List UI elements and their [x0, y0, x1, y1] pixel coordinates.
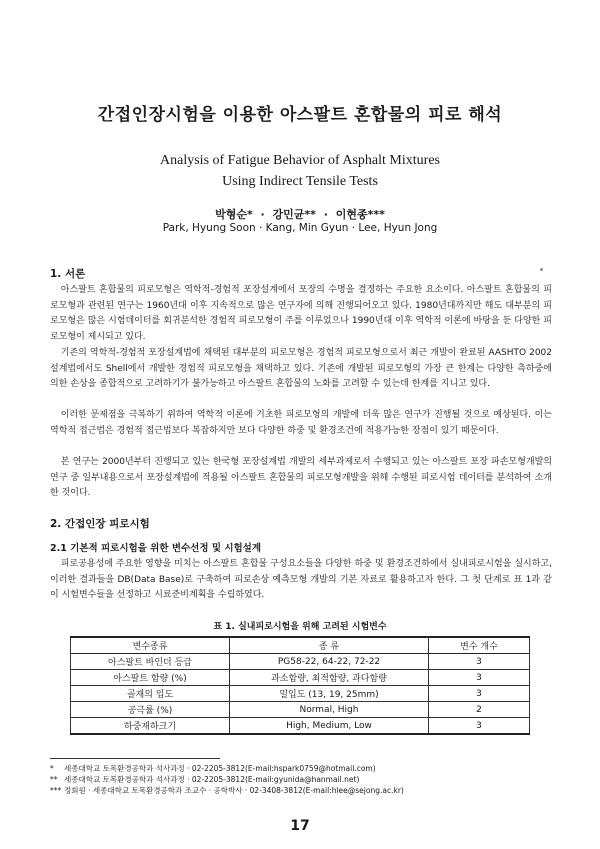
scan-speck: [540, 268, 543, 271]
authors-korean: 박형순* · 강민균** · 이현종***: [215, 208, 385, 221]
footnote-mark: **: [50, 775, 58, 784]
table-row: [71, 670, 530, 686]
table-cell: 3: [429, 670, 530, 686]
table-row: [71, 686, 530, 702]
table-cell: High, Medium, Low: [230, 718, 429, 735]
footnote-mark: ***: [50, 786, 62, 795]
table-cell: 아스팔트 함량 (%): [71, 670, 230, 686]
section2-heading: 2. 간접인장 피로시험: [50, 518, 150, 530]
footnote-text: 세종대학교 토목환경공학과 석사과정 · 02-2205-3812(E-mail:gyunida@hanmail.net): [64, 775, 360, 784]
table-cell: 공극률 (%): [71, 702, 230, 718]
table1: [70, 636, 530, 735]
page-number: 17: [290, 818, 310, 834]
table-cell: PG58-22, 64-22, 72-22: [230, 654, 429, 670]
section1-paragraph: 본 연구는 2000년부터 진행되고 있는 한국형 포장설계법 개발의 세부과제로서 수행되고 있는 아스팔트 포장 파손모형개발의 연구 중 일부내용으로서 포장설계법에 적용될 아스팔트 혼합물의 피로모형개발을 위해 수행된 피로시험 데이터를 분석하여 소개한 것이다.: [50, 457, 552, 498]
authors-english: Park, Hyung Soon · Kang, Min Gyun · Lee, Hyun Jong: [162, 222, 438, 234]
table-cell: Normal, High: [230, 702, 429, 718]
footnote-text: 정회원 · 세종대학교 토목환경공학과 조교수 · 공학박사 · 02-3408-3812(E-mail:hlee@sejong.ac.kr): [64, 786, 404, 795]
section2-subheading: 2.1 기본적 피로시험을 위한 변수선정 및 시험설계: [50, 543, 262, 554]
table-cell: 밀입도 (13, 19, 25mm): [230, 686, 429, 702]
table-header-cell: 변수 개수: [429, 637, 530, 654]
footnote-text: 세종대학교 토목환경공학과 석사과정 · 02-2205-3812(E-mail:hspark0759@hotmail.com): [64, 764, 376, 773]
table-cell: 아스팔트 바인더 등급: [71, 654, 230, 670]
paper-title-english: [0, 150, 600, 192]
footnote-1: [50, 764, 376, 774]
table-row: [71, 718, 530, 735]
table-row: [71, 702, 530, 718]
footnote-2: [50, 775, 359, 785]
section1-paragraph: 아스팔트 혼합물의 피로모형은 역학적-경험적 포장설계에서 포장의 수명을 결정하는 주요한 요소이다. 아스팔트 혼합물의 피로모형과 관련된 연구는 1960년대 이후 지속적으로 많은 연구자에 의해 진행되어오고 있다. 1980년대까지만 해도 대부분의 피로모형은 많은 시험데이터를 회귀분석한 경험적 피로모형이 주를 이루었으나 1990년대 이후 역학적 이론에 바탕을 둔 다양한 피로모형이 제시되고 있다.: [50, 285, 552, 342]
table-cell: 골재의 입도: [71, 686, 230, 702]
paper-title-korean: 간접인장시험을 이용한 아스팔트 혼합물의 피로 해석: [97, 105, 503, 125]
section1-paragraph: 이러한 문제점을 극복하기 위하여 역학적 이론에 기초한 피로모형의 개발에 더욱 많은 연구가 진행될 것으로 예상된다. 이는 역학적 접근법은 경험적 접근법보다 복잡하지만 보다 다양한 하중 및 환경조건에 적용가능한 장점이 있기 때문이다.: [50, 410, 552, 436]
table-header-cell: 변수종류: [71, 637, 230, 654]
title-en-line2: Using Indirect Tensile Tests: [222, 174, 378, 189]
table-header-row: [71, 637, 530, 654]
table-cell: 3: [429, 686, 530, 702]
section1-heading: 1. 서론: [50, 268, 86, 280]
table-cell: 2: [429, 702, 530, 718]
table-cell: 3: [429, 654, 530, 670]
footnote-mark: *: [50, 764, 54, 773]
table-cell: 3: [429, 718, 530, 735]
section2-paragraph: 피로공용성에 주요한 영향을 미치는 아스팔트 혼합물 구성요소들을 다양한 하중 및 환경조건하에서 실내피로시험을 실시하고, 이러한 결과들을 DB(Data Base)로 구축하여 피로손상 예측모형 개발의 기본 자료로 활용하고자 한다. 그 첫 단계로 표 1과 같이 시험변수들을 선정하고 시료준비계획을 수립하였다.: [50, 559, 552, 600]
table-row: [71, 654, 530, 670]
table-cell: 과소함량, 최적함량, 과다함량: [230, 670, 429, 686]
table-cell: 하중재하크기: [71, 718, 230, 735]
table1-caption: 표 1. 실내피로시험을 위해 고려된 시험변수: [213, 622, 387, 632]
title-en-line1: Analysis of Fatigue Behavior of Asphalt Mixtures: [160, 153, 440, 168]
footnote-3: [50, 786, 404, 796]
footnote-divider: [50, 758, 220, 759]
table-header-cell: 종 류: [230, 637, 429, 654]
section1-paragraph: 기존의 역학적-경험적 포장설계법에 채택된 대부분의 피로모형은 경험적 피로모형으로서 최근 개발이 완료된 AASHTO 2002 설계법에서도 Shell에서 개발한 경험적 피로모형을 채택하고 있다. 기존에 개발된 피로모형의 가장 큰 한계는 다양한 측하중에 의한 손상을 종합적으로 고려하기가 불가능하고 아스팔트 혼합물의 노화를 고려할 수 있는데 한계를 지니고 있다.: [50, 348, 552, 389]
